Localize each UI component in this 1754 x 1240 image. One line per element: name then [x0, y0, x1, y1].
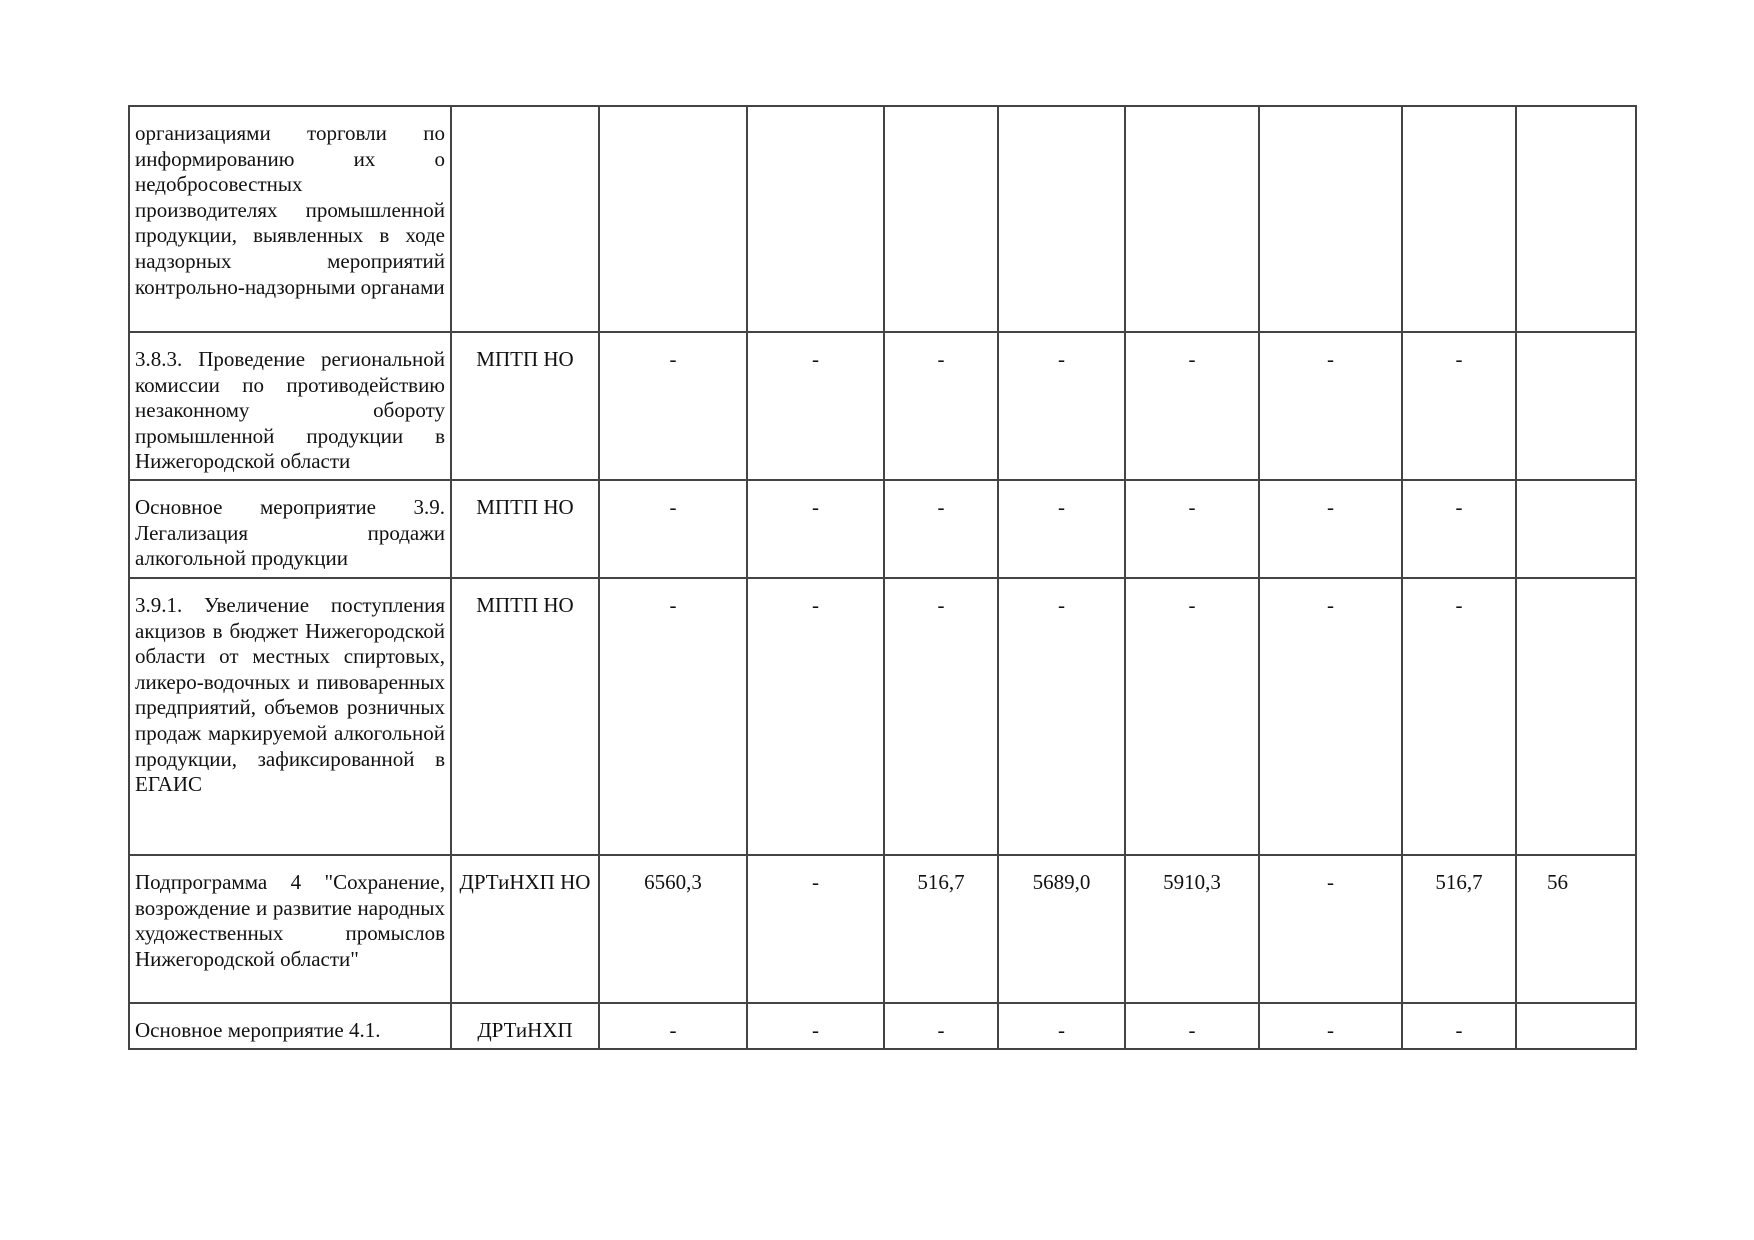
- funding-value: -: [747, 480, 884, 578]
- funding-value: -: [1125, 1003, 1259, 1049]
- funding-value: -: [1259, 332, 1402, 480]
- activity-description: 3.8.3. Проведение региональной комиссии по противодействию незаконному обороту промышленной продукции в Нижегородской области: [129, 332, 451, 480]
- funding-value: -: [998, 332, 1125, 480]
- funding-value: [1402, 106, 1516, 332]
- table-row: [129, 578, 1636, 855]
- funding-value: -: [747, 1003, 884, 1049]
- activity-description: Основное мероприятие 3.9. Легализация продажи алкогольной продукции: [129, 480, 451, 578]
- activity-description: 3.9.1. Увеличение поступления акцизов в бюджет Нижегородской области от местных спиртовых, ликеро-водочных и пивоваренных предприятий, объемов розничных продаж маркируемой алкогольной продукции, зафиксированной в ЕГАИС: [129, 578, 451, 855]
- funding-value: -: [599, 1003, 747, 1049]
- funding-value: [747, 106, 884, 332]
- funding-value: -: [1259, 1003, 1402, 1049]
- funding-value: 6560,3: [599, 855, 747, 1003]
- funding-value: -: [599, 332, 747, 480]
- funding-value: [1259, 106, 1402, 332]
- responsible-executor: МПТП НО: [451, 332, 599, 480]
- funding-value: -: [747, 578, 884, 855]
- funding-value: [884, 106, 998, 332]
- funding-value: 516,7: [884, 855, 998, 1003]
- funding-value: -: [599, 578, 747, 855]
- funding-value: -: [1259, 578, 1402, 855]
- funding-value: -: [884, 1003, 998, 1049]
- responsible-executor: МПТП НО: [451, 578, 599, 855]
- funding-value: 5910,3: [1125, 855, 1259, 1003]
- funding-value: -: [998, 578, 1125, 855]
- responsible-executor: [451, 106, 599, 332]
- activity-description: Подпрограмма 4 "Сохранение, возрождение и развитие народных художественных промыслов Нижегородской области": [129, 855, 451, 1003]
- funding-value: -: [998, 1003, 1125, 1049]
- responsible-executor: ДРТиНХП: [451, 1003, 599, 1049]
- funding-value: -: [884, 332, 998, 480]
- funding-value: -: [1125, 578, 1259, 855]
- table-row: [129, 855, 1636, 1003]
- funding-value: [1516, 1003, 1636, 1049]
- responsible-executor: ДРТиНХП НО: [451, 855, 599, 1003]
- funding-value: -: [1402, 578, 1516, 855]
- funding-value: -: [599, 480, 747, 578]
- funding-value: -: [1259, 855, 1402, 1003]
- funding-value: [998, 106, 1125, 332]
- funding-value: 56: [1516, 855, 1636, 1003]
- funding-value: -: [1125, 480, 1259, 578]
- funding-value: -: [884, 578, 998, 855]
- funding-value: 5689,0: [998, 855, 1125, 1003]
- funding-value: -: [1402, 480, 1516, 578]
- funding-value: [599, 106, 747, 332]
- funding-value: [1516, 578, 1636, 855]
- responsible-executor: МПТП НО: [451, 480, 599, 578]
- funding-value: -: [1402, 1003, 1516, 1049]
- funding-value: -: [1125, 332, 1259, 480]
- funding-value: -: [747, 332, 884, 480]
- table-row: [129, 1003, 1636, 1049]
- funding-value: [1516, 480, 1636, 578]
- funding-value: 516,7: [1402, 855, 1516, 1003]
- funding-value: -: [998, 480, 1125, 578]
- funding-value: -: [747, 855, 884, 1003]
- funding-value: -: [1259, 480, 1402, 578]
- funding-value: [1516, 332, 1636, 480]
- funding-value: [1125, 106, 1259, 332]
- table-row: [129, 480, 1636, 578]
- funding-value: -: [1402, 332, 1516, 480]
- funding-value: -: [884, 480, 998, 578]
- activity-description: организациями торговли по информированию их о недобросовестных производителях промышленной продукции, выявленных в ходе надзорных мероприятий контрольно-надзорными органами: [129, 106, 451, 332]
- table-row: [129, 106, 1636, 332]
- funding-value: [1516, 106, 1636, 332]
- activity-description: Основное мероприятие 4.1.: [129, 1003, 451, 1049]
- program-table: [128, 105, 1637, 1050]
- table-row: [129, 332, 1636, 480]
